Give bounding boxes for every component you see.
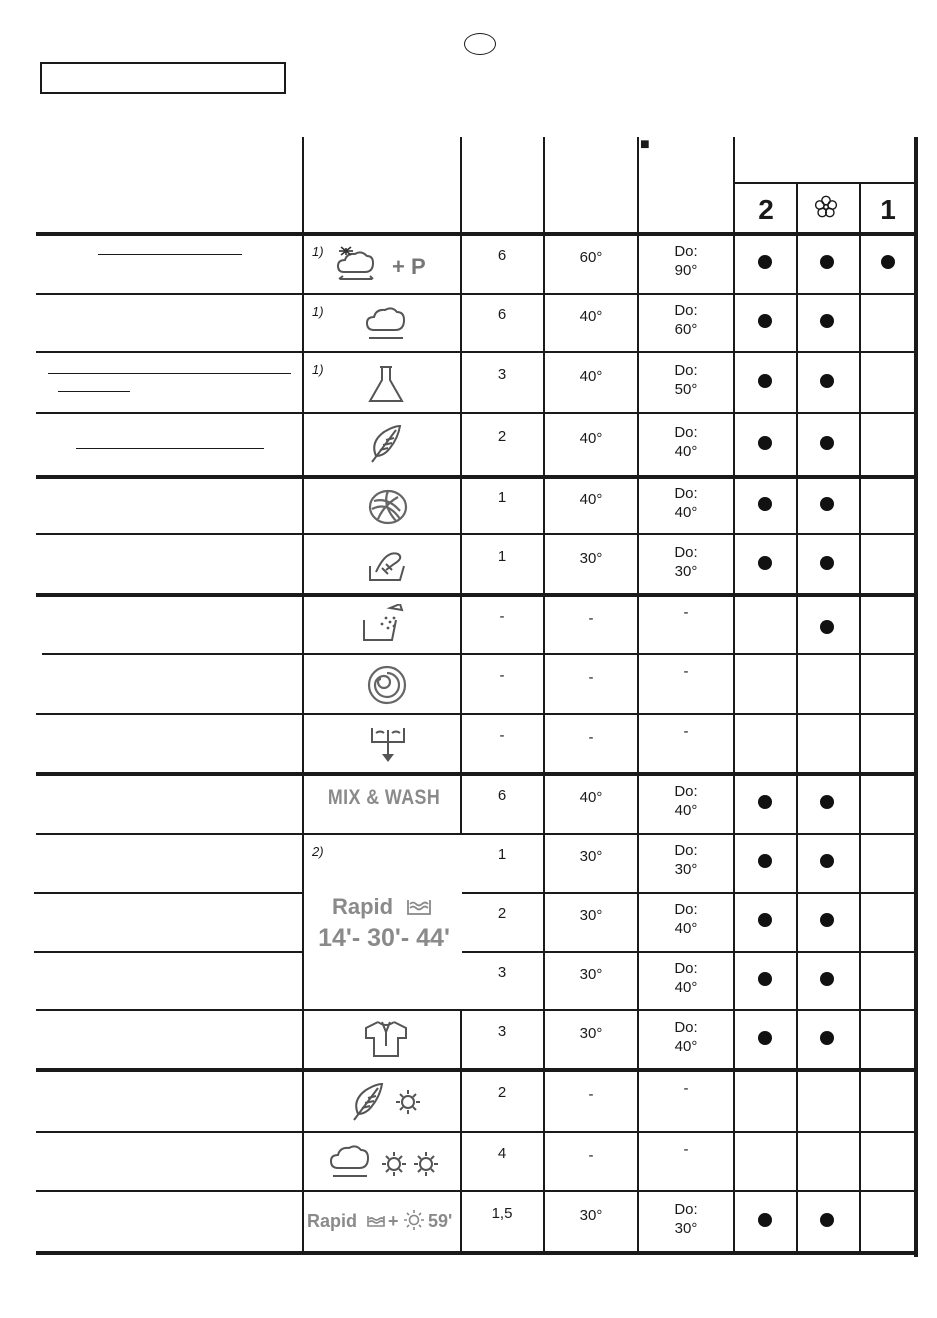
program-name-underline [98,254,242,255]
sun-icon [403,1209,425,1231]
temperature-value: 30° [579,848,603,865]
softener-dot [820,913,834,927]
detergent-2-dot [758,1031,772,1045]
shirt-icon [364,1018,408,1058]
max-temp-label: Do: [674,842,698,859]
max-temp-label: Do: [674,1201,698,1218]
detergent-2-dot [758,255,772,269]
washtub-icon [406,898,432,916]
detergent-2-dot [758,972,772,986]
row-divider [34,951,302,953]
max-load-value: 1,5 [491,1205,513,1222]
max-temp-value: 40° [674,503,698,521]
table-border-right [914,137,918,1257]
program-name-underline [76,448,264,449]
row-divider [34,892,302,894]
max-temp-value: 30° [674,562,698,580]
flower-icon [813,194,839,220]
footnote-marker: 1) [312,362,324,377]
max-temp-label: Do: [674,543,698,561]
washtub-small-icon [366,1214,386,1228]
temperature-value: - [588,609,594,627]
detergent-2-dot [758,854,772,868]
detergent-2-dot [758,1213,772,1227]
footnote-marker: 2) [312,844,324,859]
temperature-value: 40° [579,367,603,385]
detergent-1-dot [881,255,895,269]
max-temp-value: 90° [674,262,698,279]
softener-dot [820,795,834,809]
row-divider [36,351,916,353]
temperature-value: 40° [579,789,603,806]
delicate-feather-icon [366,422,406,466]
row-divider [42,653,916,655]
rapid-label: Rapid [332,894,394,919]
temperature-value: 30° [579,965,603,983]
temperature-value: 40° [579,490,603,508]
program-name-underline [48,373,291,374]
softener-dot [820,1031,834,1045]
row-divider [36,1251,916,1255]
max-temp-value: - [683,663,689,680]
temperature-value: 30° [579,1207,603,1224]
temperature-value: 40° [579,308,603,325]
max-temp-label: Do: [674,783,698,800]
rapid-times-label: 14'- 30'- 44' [318,924,450,952]
hand-wash-icon [366,548,410,584]
row-divider [36,1190,916,1192]
row-divider [36,593,914,597]
max-temp-label: Do: [674,900,698,918]
temperature-value: 30° [579,549,603,567]
softener-dot [820,314,834,328]
max-temp-value: - [683,723,689,740]
temperature-value: - [588,669,594,686]
max-load-value: 6 [497,787,507,804]
max-temp-value: 40° [674,919,698,937]
detergent-2-dot [758,497,772,511]
rinse-icon [360,604,410,644]
detergent-column-1: 1 [880,194,896,225]
row-divider [36,232,916,236]
column-divider [859,182,861,1254]
rapid-dry-plus: + [388,1211,399,1231]
max-temp-label: Do: [674,361,698,379]
max-temp-label: Do: [674,302,698,319]
max-load-value: 3 [497,963,507,981]
mix-wash-label: MIX & WASH [327,786,441,809]
max-load-value: 3 [497,365,507,383]
softener-dot [820,497,834,511]
wool-icon [366,487,410,527]
temperature-value: 30° [579,1025,603,1042]
row-divider [36,293,916,295]
max-load-value: 1 [497,488,507,506]
row-divider [36,833,916,835]
max-temp-value: - [683,1080,689,1097]
drain-icon [368,724,408,764]
softener-dot [820,620,834,634]
detergent-2-dot [758,556,772,570]
detergent-2-dot [758,795,772,809]
spin-icon [366,664,408,706]
temperature-value: 40° [579,430,603,447]
detergent-2-dot [758,374,772,388]
row-divider [36,772,916,776]
max-temp-label: Do: [674,243,698,260]
max-temp-value: - [683,1140,689,1158]
temperature-value: - [588,729,594,746]
detergent-2-dot [758,913,772,927]
max-load-value: - [499,607,505,625]
cotton-icon [364,306,408,342]
max-load-value: 4 [497,1144,507,1162]
softener-dot [820,972,834,986]
temperature-value: 60° [579,249,603,266]
detergent-2-dot [758,436,772,450]
max-temp-label: Do: [674,1019,698,1036]
row-divider [36,475,916,479]
program-name-underline [58,391,130,392]
row-divider [36,533,916,535]
max-temp-value: - [683,603,689,621]
temperature-value: - [588,1146,594,1164]
cotton-dry-icon [328,1144,444,1184]
detergent-2-dot [758,314,772,328]
row-divider [36,1068,916,1072]
max-temp-value: 30° [674,861,698,878]
max-load-value: 6 [497,306,507,323]
detergent-column-2: 2 [758,194,774,225]
column-divider [796,182,798,1254]
footnote-marker: 1) [312,304,324,319]
language-badge [464,33,496,55]
softener-dot [820,436,834,450]
row-divider [36,713,916,715]
max-load-value: - [499,667,505,684]
rapid-dry-label: Rapid [307,1211,358,1231]
column-divider [302,137,304,1254]
max-load-value: 1 [497,547,507,565]
synthetic-flask-icon [366,364,406,406]
max-load-value: - [499,727,505,744]
column-divider [733,137,735,1254]
softener-dot [820,255,834,269]
softener-dot [820,374,834,388]
row-divider [462,951,916,953]
softener-dot [820,854,834,868]
max-temp-label: Do: [674,959,698,977]
max-temp-value: 40° [674,978,698,996]
title-box [40,62,286,94]
max-temp-label: Do: [674,484,698,502]
max-temp-value: 40° [674,443,698,460]
softener-dot [820,556,834,570]
max-load-value: 2 [497,428,507,445]
max-temp-value: 40° [674,802,698,819]
row-divider [462,892,916,894]
max-load-value: 2 [497,904,507,922]
temperature-value: 30° [579,906,603,924]
row-divider [36,1131,916,1133]
max-load-value: 6 [497,247,507,264]
max-load-value: 2 [497,1084,507,1101]
max-temp-value: 50° [674,380,698,398]
load-marker: ■ [640,136,650,153]
max-temp-value: 30° [674,1220,698,1237]
temperature-value: - [588,1086,594,1103]
rapid-dry-time: 59' [428,1211,453,1231]
header-divider [735,182,916,184]
feather-dry-icon [348,1080,428,1124]
row-divider [36,1009,916,1011]
max-load-value: 1 [497,846,507,863]
footnote-marker: 1) [312,244,324,259]
row-divider [36,412,916,414]
max-temp-value: 60° [674,321,698,338]
max-load-value: 3 [497,1023,507,1040]
prewash-p-label: + P [392,254,426,279]
max-temp-label: Do: [674,424,698,441]
softener-dot [820,1213,834,1227]
max-temp-value: 40° [674,1038,698,1055]
